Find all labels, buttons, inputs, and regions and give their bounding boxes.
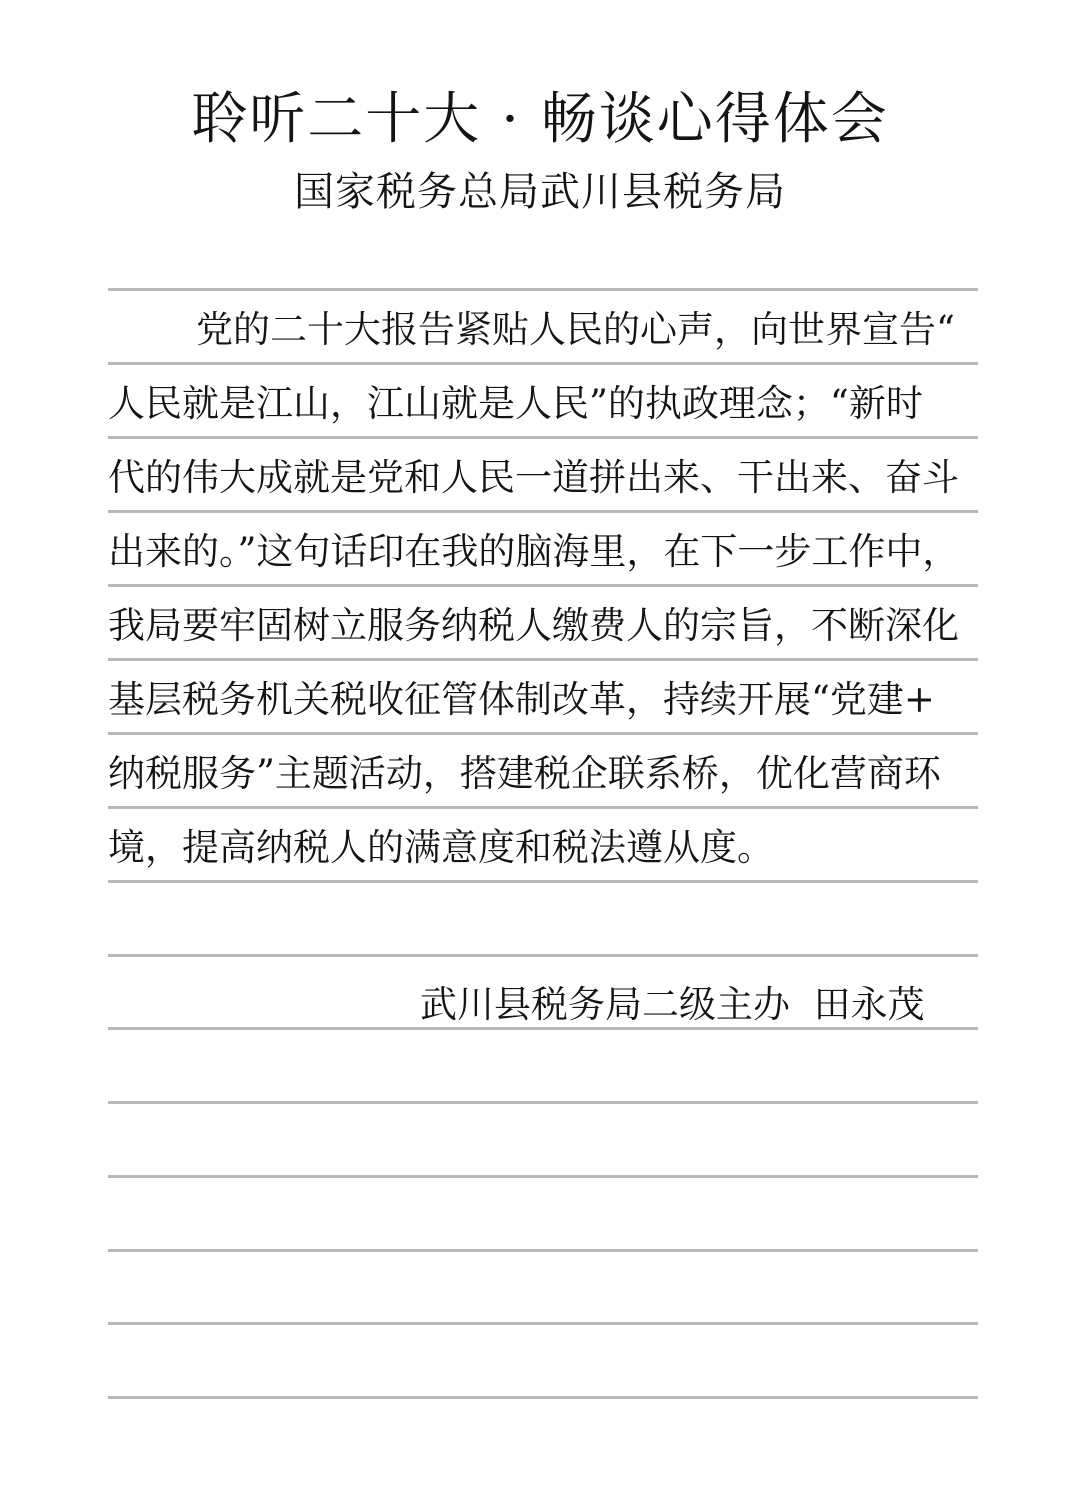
- page-subtitle: 国家税务总局武川县税务局: [294, 169, 786, 215]
- body-line-1: 党的二十大报告紧贴人民的心声，向世界宣告“: [196, 308, 955, 351]
- ruled-line: [108, 288, 978, 291]
- ruled-line: [108, 954, 978, 957]
- ruled-line: [108, 1396, 978, 1399]
- body-line-6: 基层税务机关税收征管体制改革，持续开展“党建+: [108, 678, 935, 721]
- body-line-4: 出来的。”这句话印在我的脑海里，在下一步工作中，: [108, 530, 960, 573]
- body-line-8: 境，提高纳税人的满意度和税法遵从度。: [108, 826, 774, 869]
- ruled-line: [108, 1101, 978, 1104]
- body-line-7: 纳税服务”主题活动，搭建税企联系桥，优化营商环: [108, 752, 941, 795]
- ruled-line: [108, 1322, 978, 1325]
- ruled-line: [108, 1175, 978, 1178]
- ruled-line: [108, 1249, 978, 1252]
- body-line-3: 代的伟大成就是党和人民一道拼出来、干出来、奋斗: [108, 456, 959, 499]
- body-line-5: 我局要牢固树立服务纳税人缴费人的宗旨，不断深化: [108, 604, 959, 647]
- body-line-2: 人民就是江山，江山就是人民”的执政理念；“新时: [108, 382, 923, 425]
- page-title: 聆听二十大 · 畅谈心得体会: [191, 87, 889, 152]
- author-signature: 武川县税务局二级主办 田永茂: [420, 983, 925, 1026]
